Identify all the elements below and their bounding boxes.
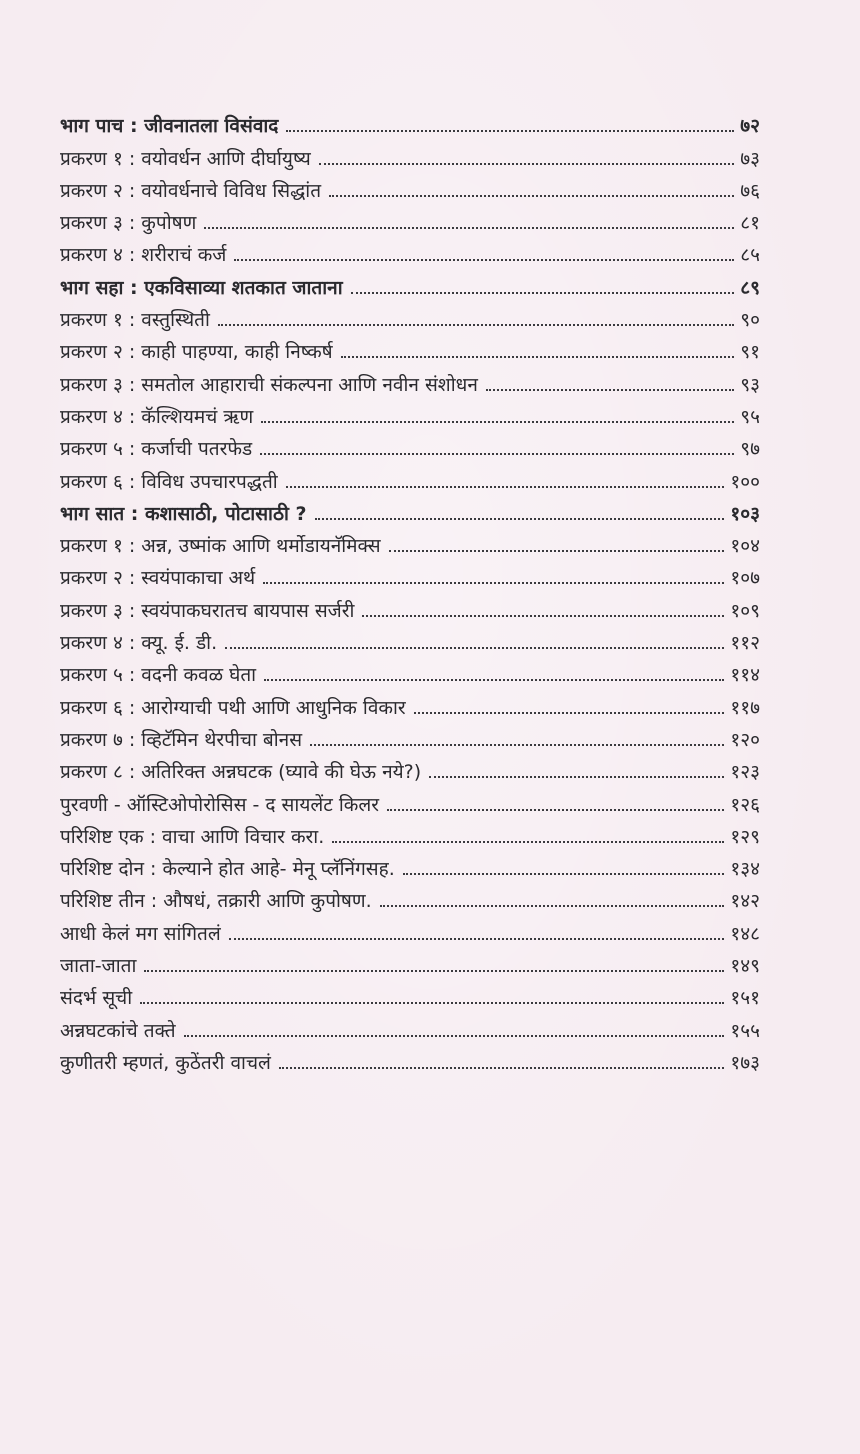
toc-entry-title: परिशिष्ट एक : वाचा आणि विचार करा. <box>60 825 325 848</box>
toc-page-number: ९५ <box>740 405 760 428</box>
toc-entry <box>60 171 760 203</box>
toc-entry-title: परिशिष्ट दोन : केल्याने होत आहे- मेनू प्लॅनिंगसह. <box>60 858 395 881</box>
dot-leader <box>286 486 725 488</box>
toc-entry-title: प्रकरण ३ : समतोल आहाराची संकल्पना आणि नवीन संशोधन <box>60 373 478 396</box>
toc-page-number: ८५ <box>740 244 760 267</box>
toc-entry-title: प्रकरण २ : काही पाहण्या, काही निष्कर्ष <box>60 341 333 364</box>
toc-entry-title: प्रकरण ४ : क्यू. ई. डी. <box>60 632 218 655</box>
toc-entry-title: प्रकरण ६ : आरोग्याची पथी आणि आधुनिक विकार <box>60 696 406 719</box>
toc-entry <box>60 881 760 913</box>
dot-leader <box>264 679 724 681</box>
toc-entry <box>60 364 760 396</box>
dot-leader <box>261 421 734 423</box>
toc-page-number: १२६ <box>730 793 760 816</box>
toc-entry-title: प्रकरण ५ : वदनी कवळ घेता <box>60 664 257 687</box>
toc-page-number: ११४ <box>730 664 760 687</box>
toc-page-number: ९७ <box>740 438 760 461</box>
toc-page-number: १०४ <box>730 535 760 558</box>
dot-leader <box>263 582 724 584</box>
toc-entry <box>60 752 760 784</box>
dot-leader <box>341 356 735 358</box>
toc-entry <box>60 849 760 881</box>
dot-leader <box>332 841 724 843</box>
toc-entry <box>60 203 760 235</box>
toc-page-number: १०९ <box>730 599 760 622</box>
toc-page-number: ११२ <box>730 632 760 655</box>
toc-entry-title: भाग सहा : एकविसाव्या शतकात जाताना <box>60 276 343 299</box>
dot-leader <box>429 776 724 778</box>
toc-page-number: १५५ <box>730 1019 760 1042</box>
toc-entry-title: प्रकरण ३ : कुपोषण <box>60 212 197 235</box>
toc-part-heading <box>60 106 760 138</box>
toc-page-number: १२९ <box>730 825 760 848</box>
toc-page-number: १२० <box>730 728 760 751</box>
toc-entry <box>60 655 760 687</box>
toc-page-number: ७२ <box>740 115 760 138</box>
toc-entry-title: प्रकरण २ : स्वयंपाकाचा अर्थ <box>60 567 256 590</box>
toc-entry-title: प्रकरण ४ : कॅल्शियमचं ऋण <box>60 405 254 428</box>
dot-leader <box>218 324 734 326</box>
toc-entry <box>60 978 760 1010</box>
toc-page-number: ११७ <box>730 696 760 719</box>
toc-entry-title: संदर्भ सूची <box>60 987 133 1010</box>
dot-leader <box>389 550 725 552</box>
toc-entry-title: प्रकरण ७ : व्हिटॅमिन थेरपीचा बोनस <box>60 728 303 751</box>
toc-entry-title: भाग सात : कशासाठी, पोटासाठी ? <box>60 502 307 525</box>
toc-page-number: १७३ <box>730 1051 760 1074</box>
toc-entry <box>60 397 760 429</box>
dot-leader <box>144 970 724 972</box>
toc-entry <box>60 1010 760 1042</box>
toc-entry <box>60 429 760 461</box>
toc-entry-title: प्रकरण ४ : शरीराचं कर्ज <box>60 244 227 267</box>
toc-part-heading <box>60 267 760 299</box>
toc-entry-title: प्रकरण १ : वयोवर्धन आणि दीर्घायुष्य <box>60 147 311 170</box>
toc-entry-title: कुणीतरी म्हणतं, कुठेंतरी वाचलं <box>60 1051 271 1074</box>
dot-leader <box>310 744 724 746</box>
toc-page-number: ७३ <box>740 147 760 170</box>
toc-entry-title: परिशिष्ट तीन : औषधं, तक्रारी आणि कुपोषण. <box>60 890 372 913</box>
toc-page-number: १४९ <box>730 955 760 978</box>
dot-leader <box>204 227 734 229</box>
toc-entry <box>60 461 760 493</box>
toc-page-number: १०० <box>730 470 760 493</box>
toc-entry-title: जाता-जाता <box>60 955 137 978</box>
dot-leader <box>486 389 734 391</box>
toc-page-number: १५१ <box>730 987 760 1010</box>
toc-entry <box>60 235 760 267</box>
toc-entry-title: प्रकरण ८ : अतिरिक्त अन्नघटक (घ्यावे की घेऊ नये?) <box>60 761 422 784</box>
toc-entry <box>60 946 760 978</box>
toc-entry <box>60 720 760 752</box>
toc-page-number: १२३ <box>730 761 760 784</box>
dot-leader <box>403 873 725 875</box>
dot-leader <box>279 1067 724 1069</box>
toc-entry-title: प्रकरण ३ : स्वयंपाकघरातच बायपास सर्जरी <box>60 599 355 622</box>
toc-entry-title: प्रकरण १ : वस्तुस्थिती <box>60 309 210 332</box>
toc-page-number: ७६ <box>740 179 760 202</box>
toc-page-number: १०३ <box>730 502 760 525</box>
dot-leader <box>286 130 734 132</box>
toc-entry <box>60 1043 760 1075</box>
toc-page-number: ८१ <box>740 212 760 235</box>
toc-entry <box>60 332 760 364</box>
toc-entry-title: प्रकरण २ : वयोवर्धनाचे विविध सिद्धांत <box>60 179 322 202</box>
toc-entry <box>60 623 760 655</box>
toc-entry-title: अन्नघटकांचे तक्ते <box>60 1019 176 1042</box>
toc-entry <box>60 590 760 622</box>
toc-entry-title: आधी केलं मग सांगितलं <box>60 922 221 945</box>
dot-leader <box>140 1002 724 1004</box>
toc-page-number: १४२ <box>730 890 760 913</box>
toc-entry <box>60 526 760 558</box>
dot-leader <box>260 453 734 455</box>
toc-page-number: १४८ <box>730 922 760 945</box>
toc-page-number: ९१ <box>740 341 760 364</box>
dot-leader <box>225 647 724 649</box>
toc-entry <box>60 558 760 590</box>
dot-leader <box>387 809 724 811</box>
toc-part-heading <box>60 494 760 526</box>
toc-page-number: १०७ <box>730 567 760 590</box>
toc-page-number: १३४ <box>730 858 760 881</box>
toc-entry-title: प्रकरण ६ : विविध उपचारपद्धती <box>60 470 278 493</box>
table-of-contents <box>60 106 760 1075</box>
dot-leader <box>184 1035 725 1037</box>
toc-entry <box>60 300 760 332</box>
dot-leader <box>380 905 725 907</box>
toc-entry-title: पुरवणी - ऑस्टिओपोरोसिस - द सायलेंट किलर <box>60 793 380 816</box>
toc-page-number: ९० <box>740 309 760 332</box>
dot-leader <box>351 292 735 294</box>
dot-leader <box>414 712 725 714</box>
toc-entry-title: प्रकरण ५ : कर्जाची पतरफेड <box>60 438 253 461</box>
toc-page-number: ९३ <box>740 373 760 396</box>
toc-entry <box>60 784 760 816</box>
toc-entry <box>60 138 760 170</box>
toc-entry-title: भाग पाच : जीवनातला विसंवाद <box>60 115 279 138</box>
dot-leader <box>329 195 734 197</box>
dot-leader <box>315 518 725 520</box>
dot-leader <box>229 938 725 940</box>
dot-leader <box>234 259 734 261</box>
dot-leader <box>319 163 735 165</box>
toc-page-number: ८९ <box>740 276 760 299</box>
toc-entry <box>60 913 760 945</box>
toc-entry <box>60 817 760 849</box>
toc-entry <box>60 687 760 719</box>
toc-entry-title: प्रकरण १ : अन्न, उष्मांक आणि थर्मोडायनॅमिक्स <box>60 535 381 558</box>
dot-leader <box>362 615 724 617</box>
